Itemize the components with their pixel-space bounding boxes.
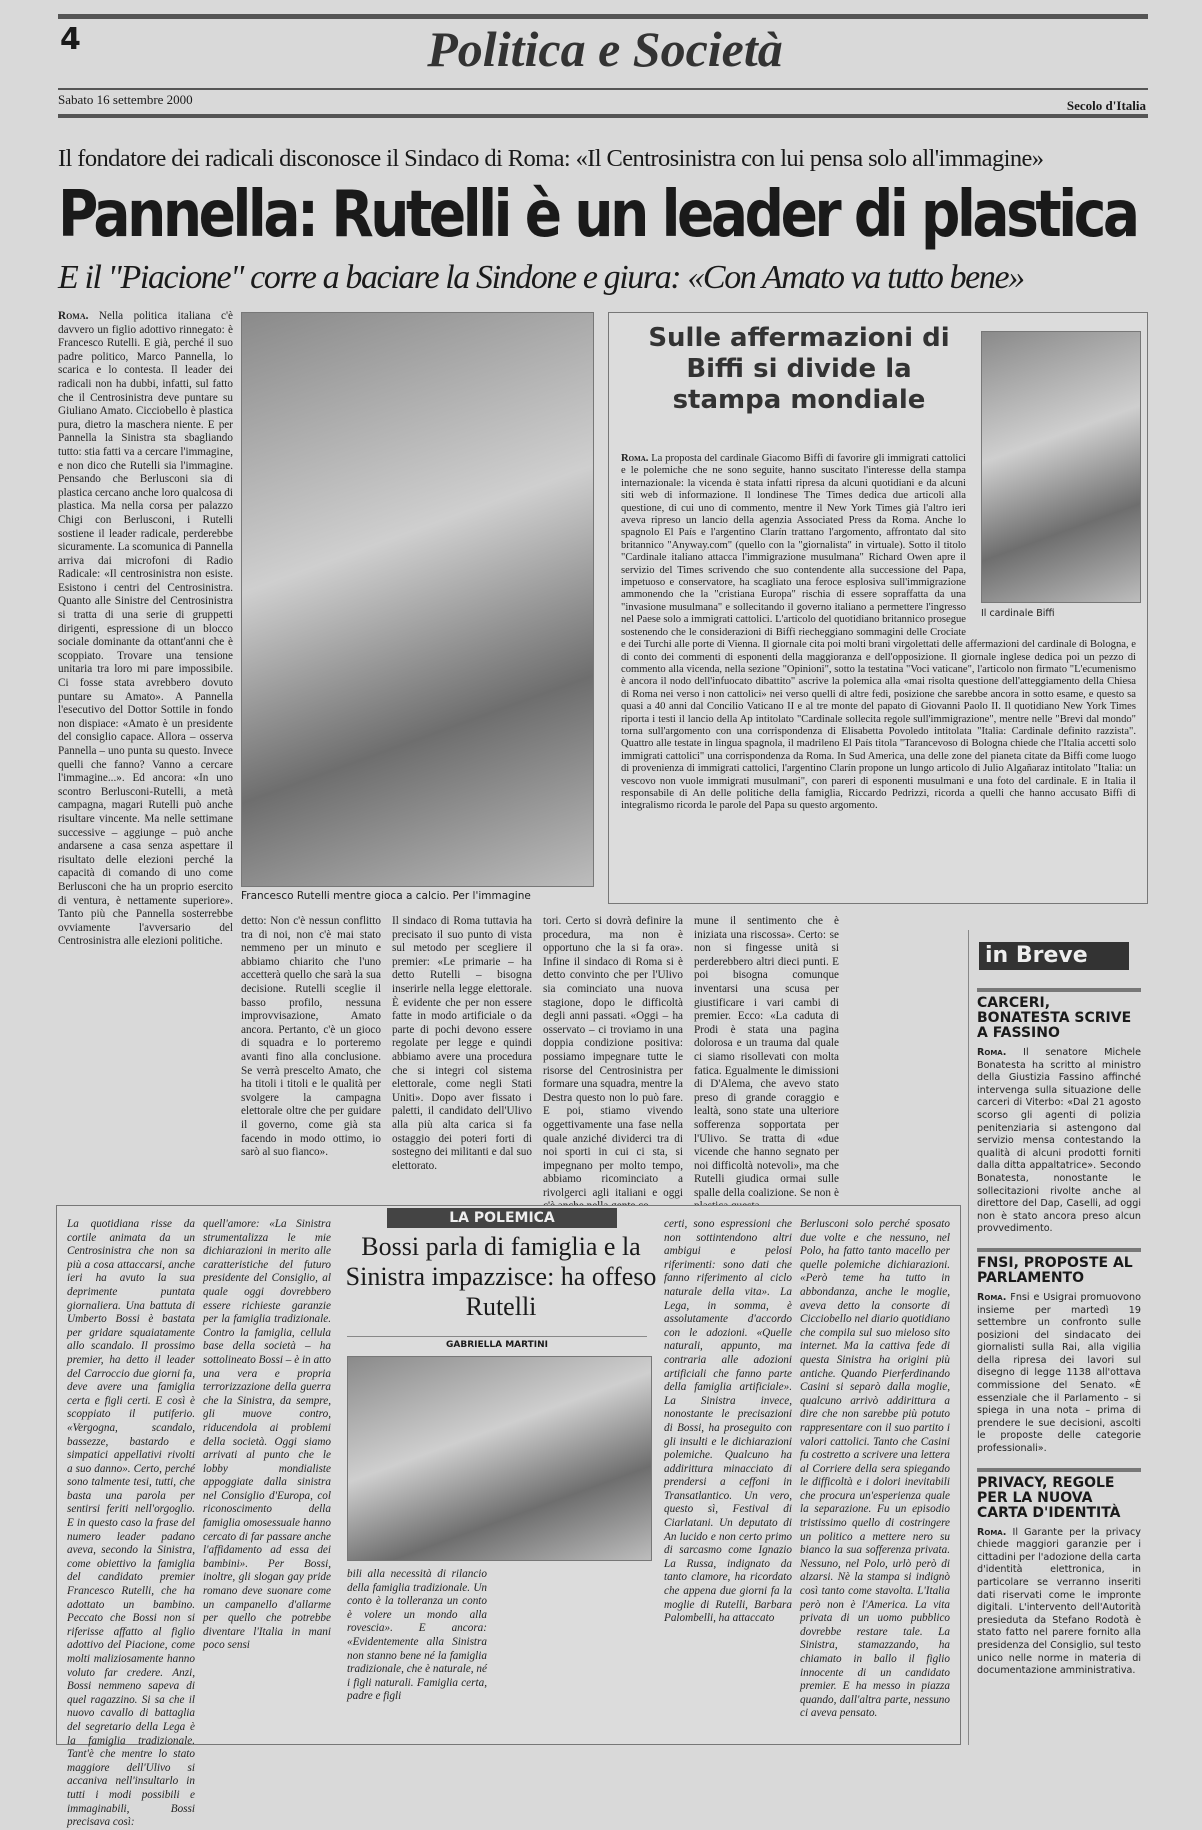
in-breve-title: in Breve	[979, 942, 1129, 970]
issue-date: Sabato 16 settembre 2000	[58, 92, 193, 107]
byline: GABRIELLA MARTINI	[347, 1336, 647, 1351]
main-story-col5: mune il sentimento che è iniziata una riscossa». Certo: se non si fingesse unità si perderebbero altri dieci punti. E poi bisogna comunque inventarsi una scusa per giustificare i vari cambi di premier. Ecco: «La caduta di Prodi è stata una pagina dolorosa e un trauma dal quale ci siamo risollevati con molta fatica. Egualmente le dimissioni di D'Alema, che avevo stato preso di grande coraggio e lealtà, sono state una ulteriore sofferenza sopportata per l'Ulivo. Se tratta di «due vicende che hanno segnato per noi difficoltà notevoli», ma che Rutelli giudica ormai sulle spalle della coalizione. Se non è	[694, 915, 839, 1199]
subheadline: E il "Piacione" corre a baciare la Sindone e giura: «Con Amato va tutto bene»	[58, 259, 1024, 296]
biffi-article	[621, 453, 1136, 895]
biffi-story-box	[608, 312, 1148, 904]
main-story-col4: tori. Certo si dovrà definire la procedura, ma non è opportuno che la si fa ora». Infine il sindaco di Roma si è detto convinto che per l'Ulivo sia cominciato una nuova stagione, dopo le difficoltà degli anni passati. «Oggi – ha osservato – ci troviamo in una doppia condizione positiva: possiamo impegnare tutte le risorse del Centrosinistra per formare una squadra, mentre la Destra questo non lo può fare. E poi, stiamo vivendo oggettivamente una fase nella quale anziché dividerci tra di noi sporti in cui ci sta, si impegnano per molto tempo, abbiamo ricominciato a rivolgerci agli italiani e oggi	[543, 915, 683, 1199]
section-title: Politica e Società	[427, 21, 783, 77]
dateline: Roma.	[977, 1526, 1007, 1538]
main-story-col1	[58, 310, 233, 1200]
polemica-col1: La quotidiana risse da cortile animata da un Centrosinistra che non sa più a cosa attaccarsi, anche ieri ha avuto la sua deprimente puntata giornaliera. Una battuta di Umberto Bossi è bastata per gridare squaiatamente allo scandalo. Il prossimo premier, ha detto il leader del Carroccio due giorni fa, deve avere una famiglia certa e figli certi. E così è scoppiato il putiferio. «Vergogna, scandalo, bassezze, bastardo e simpatici appellativi rivolti a suo danno». Certo, perché sono talmente tesi, tutti, che basta una parola per sentirsi feriti nell'orgoglio. E in questo caso la frase del numero leader padano aveva, secondo la Sinistra, come obiettivo la famiglia del candidato premier Francesco Rutelli, che ha adottato un bambino. Peccato che Bossi non si riferisse affatto al figlio adottivo del Piacione, come molti maliziosamente hanno voluto far credere. Anzi, Bossi nemmeno sapeva di quel ragazzino. Si sa che il nuovo cavallo di battaglia del segretario della Lega è la famiglia tradizionale. Tant'è che mentre lo stato maggiore dell'Ulivo si accaniva nell'insultarlo in tutti i modi possibili e immaginabili, Bossi precisava così:	[67, 1218, 195, 1829]
biffi-photo-caption: Il cardinale Biffi	[981, 608, 1055, 619]
bossi-photo	[347, 1356, 652, 1561]
article-text: Nella politica italiana c'è davvero un figlio adottivo rinnegato: è Francesco Rutelli. E già, perché il suo padre politico, Marco Pannella, lo scarica e lo contesta. Il leader dei radicali non ha dubbi, infatti, sul fatto che il Centrosinistra deve puntare su Giuliano Amato. Cicciobello è plastica pura, dietro la maschera niente. E per Pannella la Sinistra sta sbagliando tutto: stia fatti va a cercare l'immagine, e non dico che Rutelli sia l'immagine. Pensando che Berlusconi sia di plastica cercano anche loro qualcosa di plastica. Ma nella corsa per palazzo Chigi con Berlusconi, i Rutelli sostiene il leader radicale, perderebbe sicuramente. La scomunica di Pannella arriva dai microfoni di Radio Radicale: «Il centrosinistra non esiste. Esistono i centri del Centrosinistra. Quanto alle Sinistre del Centrosinistra si tratta di una serie di gruppetti dirigenti, espressione di un blocco sociale dominante da ottant'anni che è scoppiato. Trovare una tensione unitaria tra loro mi pare impossibile. Ci fosse stata avrebbero dovuto puntare su Amato». A Pannella l'esecutivo del Dottor Sottile in fondo non dispiace: «Amato è un presidente del consiglio capace. Allora – osserva Pannella – uno punta su questo. Invece quelli che fanno? Vanno a cercare l'immagine...». Ed ancora: «In uno scontro Berlusconi-Rutelli, a metà campagna, magari Rutelli può anche risultare vincente. Ma nelle settimane successive – aggiunge – può anche andarsene a casa senza aspettare il risultato delle elezioni perché la capacità di comando di uno come Berlusconi che ha un proprio esercito di ventura, è nettamente superiore». Tanto più che Pannella sosterrebbe ovviamente l'avversario del Centrosinistra alle elezioni politiche.	[58, 310, 234, 948]
dateline: Roma.	[58, 310, 89, 322]
main-story-col2: detto: Non c'è nessun conflitto tra di noi, non c'è mai stato nemmeno per un minuto e abbiamo chiarito che l'uno accetterà quello che sarà la sua decisione. Rutelli sceglie il basso profilo, nessuna improvvisazione, Amato ancora. Pertanto, c'è un gioco di squadra e lo porteremo avanti fino alla conclusione. Se verrà prescelto Amato, che ha titoli i titoli e le qualità per svolgere la campagna elettorale oltre che per guidare il governo, come già sta facendo in modo ottimo, io sarò al suo fianco».	[241, 915, 381, 1159]
header-bottom-rule	[58, 114, 1148, 118]
brief-item	[977, 988, 1141, 1236]
article-text: La proposta del cardinale Giacomo Biffi di favorire gli immigrati cattolici e le polemiche che ne sono seguite, hanno suscitato l'interesse della stampa internazionale: la vicenda è stata infatti ripresa da alcuni quotidiani e da alcuni siti web di informazione. Il londinese The Times dedica due articoli alla questione, di cui uno di commento, mentre il New York Times già l'altro ieri aveva ripreso un lancio della agenzia Associated Press da Roma. Anche lo spagnolo El País e l'argentino Clarín trattano l'argomento, affrontato dal sito britannico "Anyway.com" (quello con la "giornalista" in virtuale). Sotto il titolo "Cardinale italiano attacca l'immigrazione musulmana" Richard Owen apre il servizio del Times scrivendo che suo contendente alla successione del Papa, impetuoso e conservatore, ha scagliato una feroce esplosiva sull'immigrazione ammonendo che la "cristiana Europa" rischia di essere sopraffatta da una "invasione musulmana" e sollecitando il governo italiano a permettere l'ingresso nel Paese solo a immigrati cattolici. L'articolo del quotidiano britannico prosegue sostenendo che le considerazioni di Biffi riecheggiano sommagini delle Crociate e dei Turchi alle porte di Vienna. Il giornale cita poi molti brani virgolettati delle affermazioni del cardinale di Bologna, e di conto dei commenti di esponenti della maggioranza e dell'opposizione. Il giornale inglese dedica poi un pezzo di commento alla vicenda, nella sezione "Opinioni", sotto la testatina "Voci vaticane", l'articolo non firmato "L'ecumenismo è ancora il nodo dell'infuocato dibattito" ascrive la polemica alla «mai risolta questione dell'atteggiamento della Chiesa di Roma nei verso i non cattolici» nei verso quelli di altre fedi, posizione che sarebbe ancora in sotto esame, e questo sa quasi a 40 anni dal Concilio Vaticano II e al tre monte del papato di Giovanni Paolo II. Il quotidiano New York Times riporta i testi il lancio della Ap intitolato "Cardinale sollecita regole sull'immigrazione", mentre nelle "Brevi dal mondo" torna sull'argomento con una corrispondenza di Elisabetta Povoledo intitolata "Italia: Cardinale definito razzista". Quattro alle testate in lingua spagnola, il madrileno El País titola "Tarancevoso di Bologna chiede che l'Italia accetti solo immigrati cattolici" una corrispondenza da Roma. In Sud America, una delle zone del pianeta citate da Biffi come luogo di provenienza di immigrati cattolici, l'argentino Clarín propone un lungo articolo di Julio Algañaraz intitolato "Italia: un vescovo non vuole immigrati musulmani", con pareri di esponenti musulmani e una foto del cardinale. E in Italia il responsabile di An delle politiche della famiglia, Riccardo Pedrizzi, ricorda a quelli che hanno accusato Biffi di integralismo ricorda le parole del Papa su questo argomento.	[621, 453, 1136, 812]
dateline: Roma.	[977, 1047, 1007, 1058]
polemica-label: LA POLEMICA	[387, 1208, 617, 1228]
main-story-col3: Il sindaco di Roma tuttavia ha precisato il suo punto di vista sul metodo per scegliere il premier: «Le primarie – ha detto Rutelli – bisogna inserirle nella legge elettorale. È evidente che per non essere fatte in modo artificiale o da parte di pochi devono essere regolate per legge e quindi abbiamo avere una procedura che si integri col sistema elettorale, come negli Stati Uniti». Dopo aver fissato i paletti, il candidato dell'Ulivo alla più alta carica si fa ostaggio dei poteri forti di sostegno dei militanti e dal suo elettorato.	[392, 915, 532, 1172]
photo-spacer	[976, 453, 1136, 631]
brief-headline: CARCERI, BONATESTA SCRIVE A FASSINO	[977, 995, 1132, 1041]
brief-item	[977, 1248, 1141, 1456]
polemica-col2: quell'amore: «La Sinistra strumentalizza le mie dichiarazioni in merito alle caratteristiche del futuro presidente del Consiglio, al quale oggi dovrebbero essere richieste garanzie per la famiglia tradizionale. Contro la famiglia, cellula base della società – ha sottolineato Bossi – è in atto una vera e propria terrorizzazione della guerra che la Sinistra, da sempre, gli muove contro, riducendola ai problemi della società. Oggi siamo arrivati al punto che le lobby mondialiste appoggiate dalla sinistra nel Consiglio d'Europa, col riconoscimento della famiglia omosessuale hanno cercato di far passare anche l'affidamento ad essa dei bambini». Per Bossi, inoltre, gli slogan gay pride romano deve suonare come un campanello d'allarme per quello che potrebbe diventare l'Italia in mani poco sensi	[203, 1218, 331, 1652]
rutelli-football-photo	[241, 312, 594, 887]
polemica-col3: bili alla necessità di rilancio della famiglia tradizionale. Un conto è la tolleranza un conto è volere un mondo alla rovescia». E ancora: «Evidentemente alla Sinistra non stanno bene né la famiglia tradizionale, che è naturale, né i figli naturali. Famiglia certa, padre e figli	[347, 1568, 487, 1703]
brief-text: Fnsi e Usigrai promuovono insieme per martedì 19 settembre un confronto sulle posizioni del sindacato dei giornalisti sulla Rai, alla vigilia della ripresa dei lavori sul disegno di legge 1138 all'ottava commissione del Senato. «È essenziale che il Parlamento – si spiega in una nota – prima di prendere le sue decisioni, ascolti le proposte delle categorie professionali».	[977, 1291, 1141, 1455]
newspaper-name: Secolo d'Italia	[1066, 98, 1146, 113]
header-rule	[58, 88, 1148, 90]
photo-caption: Francesco Rutelli mentre gioca a calcio. Per l'immagine	[241, 890, 531, 902]
kicker: Il fondatore dei radicali disconosce il Sindaco di Roma: «Il Centrosinistra con lui pensa solo all'immagine»	[58, 145, 1044, 172]
polemica-col5: Berlusconi solo perché sposato due volte e che nessuno, nel Polo, ha fatto tanto macello per quelle polemiche dichiarazioni. «Però teme ha tutto in abbondanza, anche le moglie, aveva detto la consorte di Cicciobello nel diario quotidiano che compila sul suo mieloso sito internet. Ma la cattiva fede di questa Sinistra ha origini più antiche. Quando Pierferdinando Casini si separò dalla moglie, qualcuno arrivò addirittura a dire che non sarebbe più potuto rappresentare con il suo partito i valori cattolici. Tanto che Casini fu costretto a scrivere una lettera al Corriere della sera spiegando le difficoltà e i dolori inevitabili che procura un'esperienza quale la separazione. Fu un episodio tristissimo quello di costringere un politico a mettere nero su bianco la sua sofferenza privata. Nessuno, nel Polo, urlò però di alzarsi. Nè la stampa si indignò così tanto come stavolta. L'Italia però non è l'America. La vita privata di un uomo pubblico dovrebbe restare tale. La Sinistra, stamazzando, ha chiamato in ballo il figlio innocente di un candidato premier. E ha messo in piazza quando, dall'altra parte, nessuno ci aveva pensato.	[800, 1218, 950, 1720]
brief-headline: PRIVACY, REGOLE PER LA NUOVA CARTA D'IDENTITÀ	[977, 1474, 1121, 1521]
brief-item	[977, 1468, 1141, 1678]
dateline: Roma.	[977, 1291, 1007, 1303]
in-breve-sidebar	[968, 930, 1148, 1745]
biffi-headline: Sulle affermazioni di Biffi si divide la stampa mondiale	[648, 323, 950, 415]
polemica-headline: Bossi parla di famiglia e la Sinistra impazzisce: ha offeso Rutelli	[345, 1232, 657, 1321]
polemica-col4: certi, sono espressioni che non sottintendono altri ambigui e pelosi riferimenti: sono dati che fanno riferimento al ciclo naturale della vita». La Lega, in somma, è assolutamente d'accordo con le adozioni. «Quelle naturali, appunto, ma contraria alle adozioni artificiali che fanno parte della famiglia artificiale». La Sinistra invece, nonostante le precisazioni di Bossi, ha proseguito con gli insulti e le dichiarazioni polemiche. Qualcuno ha addirittura minacciato di prendersi a ceffoni in Transatlantico. Un vero, questo sì, Festival di Ciarlatani. Un deputato di An lucido e non certo primo di sarcasmo come Ignazio La Russa, indignato da tanto clamore, ha ricordato che appena due giorni fa la moglie di Rutelli, Barbara Palombelli, ha attaccato	[664, 1218, 792, 1625]
polemica-box	[56, 1205, 961, 1829]
dateline: Roma.	[621, 453, 649, 464]
brief-headline: FNSI, PROPOSTE AL PARLAMENTO	[977, 1254, 1133, 1286]
brief-text: Il senatore Michele Bonatesta ha scritto al ministro della Giustizia Fassino affinché intervenga sulla situazione delle carceri di Viterbo: «Dal 21 agosto scorso gli agenti di polizia penitenziaria si astengono dal servizio mensa contestando la qualità di alcuni prodotti forniti dalla ditta appaltatrice». Secondo Bonatesta, nonostante le sollecitazioni rivolte anche al direttore del Dap, Caselli, ad oggi non è stato ancora preso alcun provvedimento.	[977, 1047, 1141, 1235]
top-rule	[58, 14, 1148, 19]
main-headline: Pannella: Rutelli è un leader di plastica	[58, 178, 1137, 252]
brief-text: Il Garante per la privacy chiede maggiori garanzie per i cittadini per l'adozione della carta d'identità elettronica, in particolare se verranno inseriti dati riservati come le impronte digitali. L'intervento dell'Autorità presieduta da Stefano Rodotà è stato fatto nel parere fornito alla presidenza del Consiglio, sul testo unico nelle norme in materia di documentazione amministrativa.	[977, 1526, 1141, 1677]
page-number: 4	[60, 22, 81, 57]
